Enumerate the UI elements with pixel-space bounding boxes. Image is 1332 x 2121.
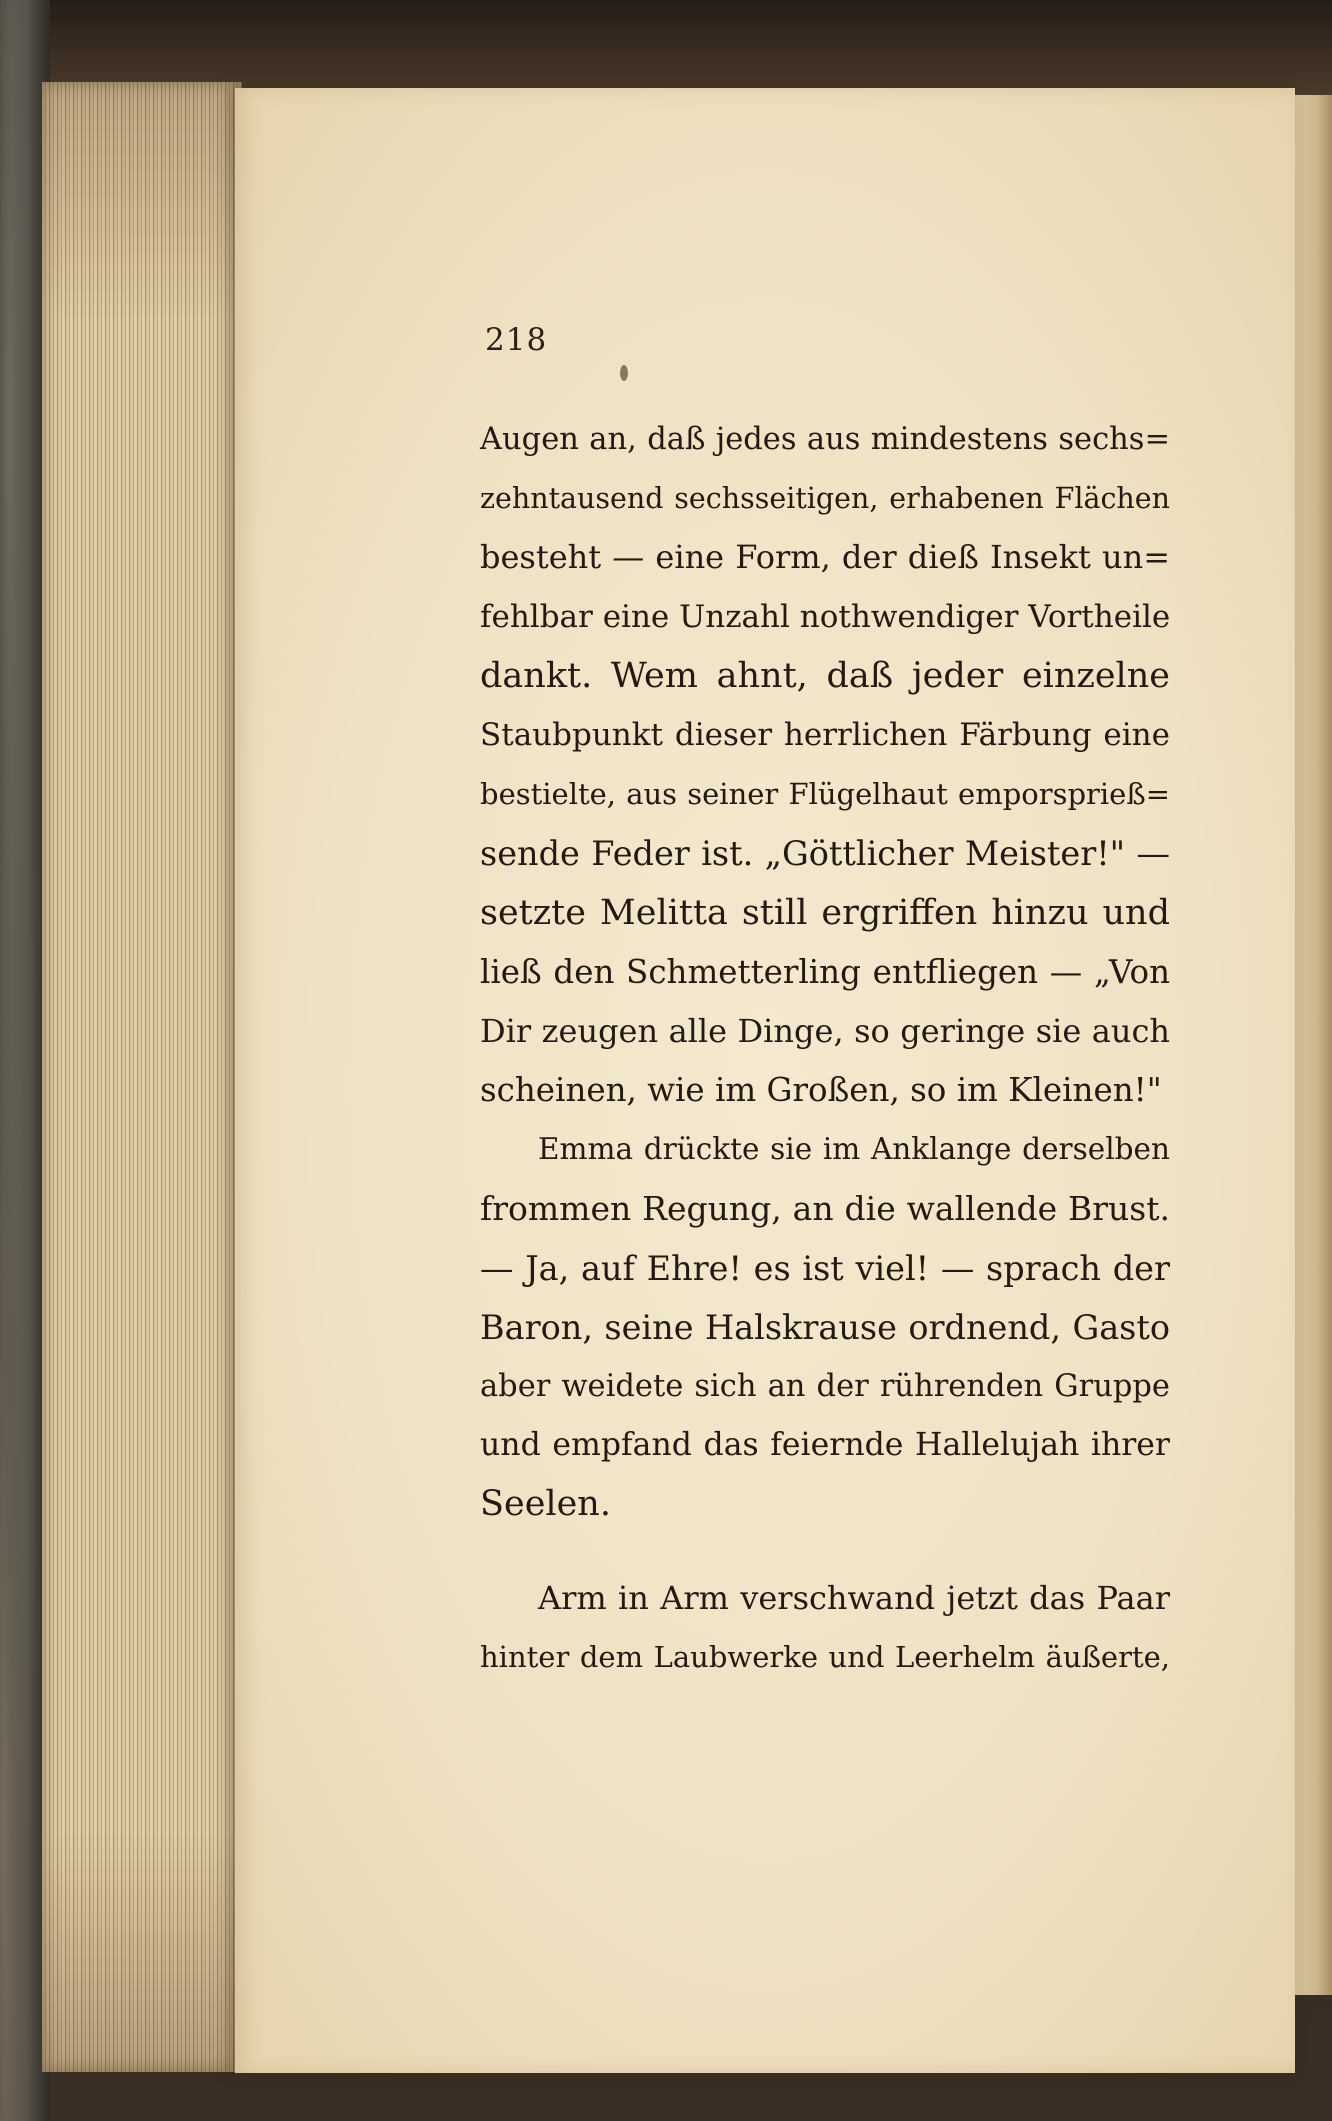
text-line: Emma drückte sie im Anklange derselben — [538, 1132, 1170, 1167]
book-cover-top-edge — [0, 0, 1332, 95]
text-line: Dir zeugen alle Dinge, so geringe sie auch — [480, 1011, 1170, 1050]
text-line: Arm in Arm verschwand jetzt das Paar — [538, 1578, 1170, 1617]
text-line: hinter dem Laubwerke und Leerhelm äußerte, — [480, 1639, 1170, 1674]
text-line: Baron, seine Halskrause ordnend, Gasto — [480, 1307, 1170, 1347]
text-line: Augen an, daß jedes aus mindestens sechs= — [480, 422, 1170, 457]
text-line: bestielte, aus seiner Flügelhaut emporsprieß= — [480, 777, 1170, 812]
text-line: sende Feder ist. „Göttlicher Meister!" — — [480, 834, 1170, 874]
page-number: 218 — [485, 322, 548, 358]
text-line: fehlbar eine Unzahl nothwendiger Vortheile — [480, 598, 1171, 635]
next-page-sliver — [1292, 95, 1332, 1995]
text-line: aber weidete sich an der rührenden Gruppe — [480, 1369, 1170, 1404]
page-text — [480, 410, 1170, 1687]
ink-smudge — [620, 365, 628, 381]
text-line: Seelen. — [480, 1484, 611, 1525]
text-line: setzte Melitta still ergriffen hinzu und — [480, 892, 1170, 933]
text-line: — Ja, auf Ehre! es ist viel! — sprach der — [480, 1248, 1170, 1288]
paragraph-gap — [480, 1535, 1170, 1569]
text-line: scheinen, wie im Großen, so im Kleinen!" — [480, 1071, 1162, 1110]
text-line: zehntausend sechsseitigen, erhabenen Flächen — [480, 482, 1170, 516]
text-line: und empfand das feiernde Hallelujah ihrer — [480, 1427, 1170, 1464]
page-edges-stack — [42, 82, 242, 2072]
text-line: frommen Regung, an die wallende Brust. — [480, 1189, 1170, 1229]
text-line: besteht — eine Form, der dieß Insekt un= — [480, 538, 1170, 577]
text-line: Staubpunkt dieser herrlichen Färbung eine — [480, 716, 1170, 753]
text-line: dankt. Wem ahnt, daß jeder einzelne — [480, 655, 1170, 696]
text-line: ließ den Schmetterling entfliegen — „Von — [480, 952, 1170, 991]
